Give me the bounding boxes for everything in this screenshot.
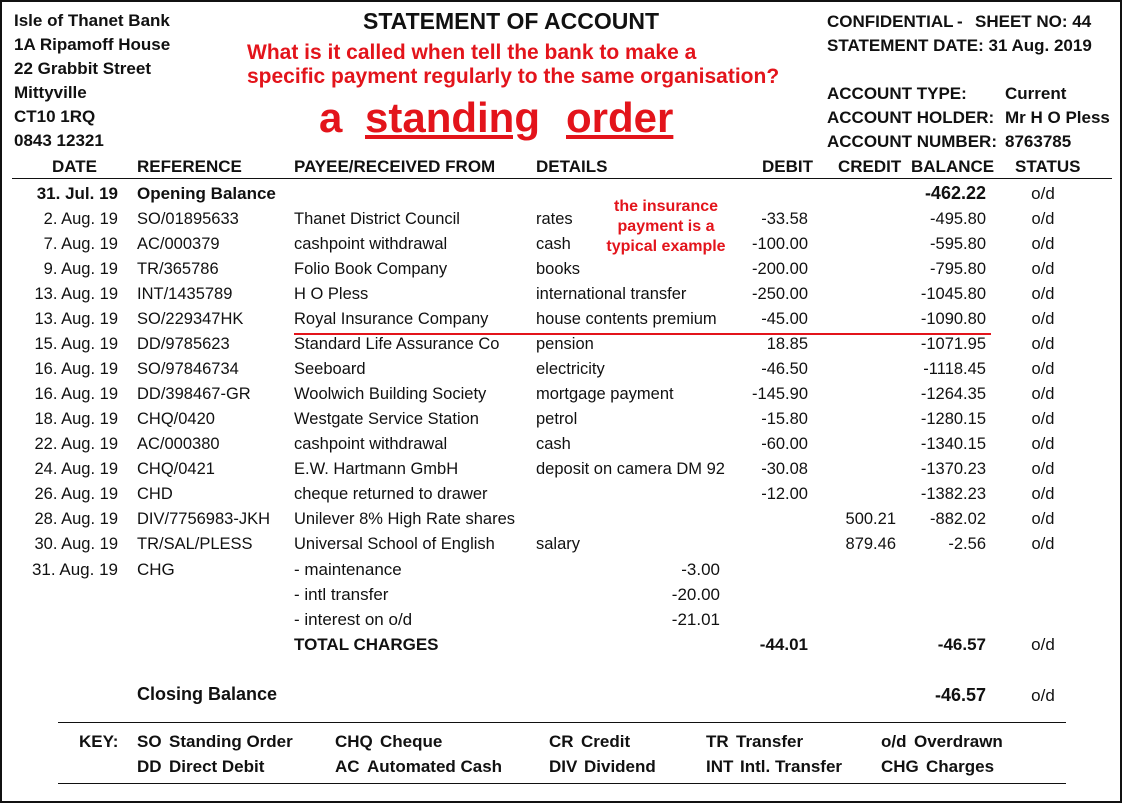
- insurance-underline: [294, 333, 991, 335]
- row-debit: -145.90: [752, 385, 808, 403]
- key-meaning: Dividend: [584, 757, 656, 776]
- account-number-value: 8763785: [1005, 132, 1072, 151]
- row-status: o/d: [1031, 310, 1055, 328]
- row-reference: SO/229347HK: [137, 310, 244, 328]
- row-reference: AC/000379: [137, 235, 220, 253]
- row-details: pension: [536, 335, 594, 353]
- row-status: o/d: [1031, 460, 1055, 478]
- row-payee: Thanet District Council: [294, 210, 460, 228]
- question-line: specific payment regularly to the same organisation?: [247, 65, 780, 88]
- key-meaning: Standing Order: [169, 732, 293, 751]
- row-balance: -1118.45: [923, 360, 986, 378]
- row-status: o/d: [1031, 235, 1055, 253]
- closing-balance: -46.57: [934, 685, 986, 705]
- row-date: 16. Aug. 19: [34, 385, 118, 403]
- opening-balance: -462.22: [924, 183, 986, 203]
- row-details: cash: [536, 435, 571, 453]
- row-date: 9. Aug. 19: [43, 260, 118, 278]
- row-balance: -1370.23: [920, 460, 986, 478]
- col-credit: CREDIT: [838, 157, 902, 176]
- row-status: o/d: [1031, 360, 1055, 378]
- charge-item-amount: -21.01: [671, 610, 720, 629]
- row-details: international transfer: [536, 285, 687, 303]
- key-meaning: Intl. Transfer: [740, 757, 843, 776]
- row-date: 16. Aug. 19: [34, 360, 118, 378]
- row-details: petrol: [536, 410, 578, 428]
- key-code: CR: [549, 732, 574, 751]
- col-status: STATUS: [1015, 157, 1081, 176]
- account-number-label: ACCOUNT NUMBER:: [827, 132, 997, 151]
- col-date: DATE: [52, 157, 98, 176]
- row-debit: -45.00: [761, 310, 808, 328]
- closing-label: Closing Balance: [137, 684, 278, 704]
- question-line: What is it called when tell the bank to make a: [247, 41, 697, 64]
- row-debit: -250.00: [752, 285, 808, 303]
- charge-item-amount: -20.00: [671, 585, 720, 604]
- row-status: o/d: [1031, 510, 1055, 528]
- note-line: the insurance: [613, 198, 719, 215]
- bank-phone: 0843 12321: [14, 131, 104, 150]
- key-code: SO: [137, 732, 162, 751]
- row-reference: AC/000380: [137, 435, 220, 453]
- row-balance: -495.80: [930, 210, 986, 228]
- row-balance: -1090.80: [920, 310, 986, 328]
- col-balance: BALANCE: [911, 157, 995, 176]
- row-details: salary: [536, 535, 581, 553]
- key-meaning: Transfer: [736, 732, 804, 751]
- key-code: TR: [706, 732, 729, 751]
- row-debit: -46.50: [761, 360, 808, 378]
- row-details: books: [536, 260, 581, 278]
- key-code: DD: [137, 757, 162, 776]
- row-status: o/d: [1031, 385, 1055, 403]
- row-payee: Standard Life Assurance Co: [294, 335, 500, 353]
- row-date: 2. Aug. 19: [43, 210, 118, 228]
- key-meaning: Automated Cash: [367, 757, 503, 776]
- row-reference: DD/9785623: [137, 335, 230, 353]
- charges-date: 31. Aug. 19: [31, 560, 118, 579]
- key-code: AC: [335, 757, 360, 776]
- row-details: mortgage payment: [536, 385, 674, 403]
- total-charges-status: o/d: [1031, 635, 1055, 654]
- row-reference: CHQ/0420: [137, 410, 215, 428]
- row-reference: CHQ/0421: [137, 460, 215, 478]
- row-reference: DD/398467-GR: [137, 385, 251, 403]
- total-charges-debit: -44.01: [759, 635, 808, 654]
- row-reference: DIV/7756983-JKH: [137, 510, 270, 528]
- note-line: payment is a: [617, 218, 715, 235]
- row-status: o/d: [1031, 535, 1055, 553]
- row-date: 26. Aug. 19: [34, 485, 118, 503]
- row-status: o/d: [1031, 410, 1055, 428]
- row-status: o/d: [1031, 335, 1055, 353]
- row-payee: cheque returned to drawer: [294, 485, 488, 503]
- row-status: o/d: [1031, 260, 1055, 278]
- account-holder-label: ACCOUNT HOLDER:: [827, 108, 995, 127]
- bank-address-line: CT10 1RQ: [14, 107, 96, 126]
- row-date: 18. Aug. 19: [34, 410, 118, 428]
- answer-article: a: [319, 94, 343, 141]
- row-payee: Royal Insurance Company: [294, 310, 489, 328]
- row-reference: CHD: [137, 485, 173, 503]
- row-balance: -1340.15: [920, 435, 986, 453]
- row-debit: -100.00: [752, 235, 808, 253]
- row-details: cash: [536, 235, 571, 253]
- row-date: 30. Aug. 19: [34, 535, 118, 553]
- row-debit: -33.58: [761, 210, 808, 228]
- confidential-label: CONFIDENTIAL: [827, 12, 954, 31]
- row-balance: -2.56: [948, 535, 986, 553]
- row-details: deposit on camera DM 92: [536, 460, 725, 478]
- row-date: 13. Aug. 19: [34, 310, 118, 328]
- row-balance: -1264.35: [920, 385, 986, 403]
- key-meaning: Direct Debit: [169, 757, 265, 776]
- statement-date: STATEMENT DATE: 31 Aug. 2019: [827, 36, 1092, 55]
- statement-title: STATEMENT OF ACCOUNT: [363, 8, 659, 34]
- row-payee: Universal School of English: [294, 535, 495, 553]
- charge-item-label: - intl transfer: [294, 585, 389, 604]
- key-meaning: Overdrawn: [914, 732, 1003, 751]
- bank-address-line: 1A Ripamoff House: [14, 35, 171, 54]
- row-payee: cashpoint withdrawal: [294, 435, 448, 453]
- row-payee: H O Pless: [294, 285, 369, 303]
- row-details: electricity: [536, 360, 605, 378]
- opening-date: 31. Jul. 19: [36, 184, 118, 203]
- row-details: house contents premium: [536, 310, 717, 328]
- row-credit: 500.21: [845, 510, 896, 528]
- row-status: o/d: [1031, 485, 1055, 503]
- bank-name: Isle of Thanet Bank: [14, 11, 170, 30]
- key-meaning: Credit: [581, 732, 631, 751]
- col-reference: REFERENCE: [137, 157, 242, 176]
- bank-address-line: Mittyville: [14, 83, 87, 102]
- row-reference: SO/01895633: [137, 210, 239, 228]
- row-balance: -795.80: [930, 260, 986, 278]
- row-reference: INT/1435789: [137, 285, 233, 303]
- row-debit: -12.00: [761, 485, 808, 503]
- row-debit: 18.85: [766, 335, 808, 353]
- row-payee: Woolwich Building Society: [294, 385, 487, 403]
- key-label: KEY:: [79, 732, 119, 751]
- row-balance: -882.02: [930, 510, 986, 528]
- row-date: 7. Aug. 19: [43, 235, 118, 253]
- row-debit: -15.80: [761, 410, 808, 428]
- row-balance: -1045.80: [920, 285, 986, 303]
- row-reference: TR/SAL/PLESS: [137, 535, 253, 553]
- row-debit: -200.00: [752, 260, 808, 278]
- row-payee: E.W. Hartmann GmbH: [294, 460, 459, 478]
- row-date: 13. Aug. 19: [34, 285, 118, 303]
- header-divider: [12, 178, 1112, 179]
- key-bottom-rule: [58, 783, 1066, 784]
- key-code: DIV: [549, 757, 578, 776]
- col-debit: DEBIT: [762, 157, 813, 176]
- key-code: CHG: [881, 757, 919, 776]
- row-status: o/d: [1031, 435, 1055, 453]
- row-payee: Unilever 8% High Rate shares: [294, 510, 516, 528]
- row-balance: -1382.23: [920, 485, 986, 503]
- account-type-value: Current: [1005, 84, 1067, 103]
- closing-status: o/d: [1031, 686, 1055, 705]
- total-charges-label: TOTAL CHARGES: [294, 635, 439, 654]
- row-payee: Seeboard: [294, 360, 366, 378]
- row-date: 28. Aug. 19: [34, 510, 118, 528]
- key-code: o/d: [881, 732, 907, 751]
- key-code: CHQ: [335, 732, 373, 751]
- sheet-number: SHEET NO: 44: [975, 12, 1092, 31]
- row-debit: -60.00: [761, 435, 808, 453]
- charge-item-label: - maintenance: [294, 560, 402, 579]
- row-reference: SO/97846734: [137, 360, 239, 378]
- row-payee: Folio Book Company: [294, 260, 448, 278]
- row-date: 24. Aug. 19: [34, 460, 118, 478]
- total-charges-balance: -46.57: [937, 635, 986, 654]
- row-balance: -1071.95: [920, 335, 986, 353]
- col-payee: PAYEE/RECEIVED FROM: [294, 157, 496, 176]
- row-credit: 879.46: [845, 535, 896, 553]
- opening-label: Opening Balance: [137, 184, 276, 203]
- answer-word-order: order: [566, 94, 674, 141]
- row-payee: Westgate Service Station: [294, 410, 479, 428]
- opening-status: o/d: [1031, 184, 1055, 203]
- account-holder-value: Mr H O Pless: [1005, 108, 1110, 127]
- bank-address-line: 22 Grabbit Street: [14, 59, 151, 78]
- note-line: typical example: [606, 238, 726, 255]
- key-meaning: Cheque: [380, 732, 443, 751]
- col-details: DETAILS: [536, 157, 608, 176]
- charges-ref: CHG: [137, 560, 175, 579]
- row-date: 22. Aug. 19: [34, 435, 118, 453]
- row-status: o/d: [1031, 285, 1055, 303]
- row-details: rates: [536, 210, 573, 228]
- key-top-rule: [58, 722, 1066, 723]
- row-balance: -595.80: [930, 235, 986, 253]
- charge-item-amount: -3.00: [681, 560, 720, 579]
- row-status: o/d: [1031, 210, 1055, 228]
- row-date: 15. Aug. 19: [34, 335, 118, 353]
- row-payee: cashpoint withdrawal: [294, 235, 448, 253]
- dash: -: [957, 12, 963, 31]
- answer-word-standing: standing: [365, 94, 540, 141]
- key-code: INT: [706, 757, 734, 776]
- row-debit: -30.08: [761, 460, 808, 478]
- row-balance: -1280.15: [920, 410, 986, 428]
- account-type-label: ACCOUNT TYPE:: [827, 84, 967, 103]
- key-meaning: Charges: [926, 757, 995, 776]
- row-reference: TR/365786: [137, 260, 219, 278]
- charge-item-label: - interest on o/d: [294, 610, 413, 629]
